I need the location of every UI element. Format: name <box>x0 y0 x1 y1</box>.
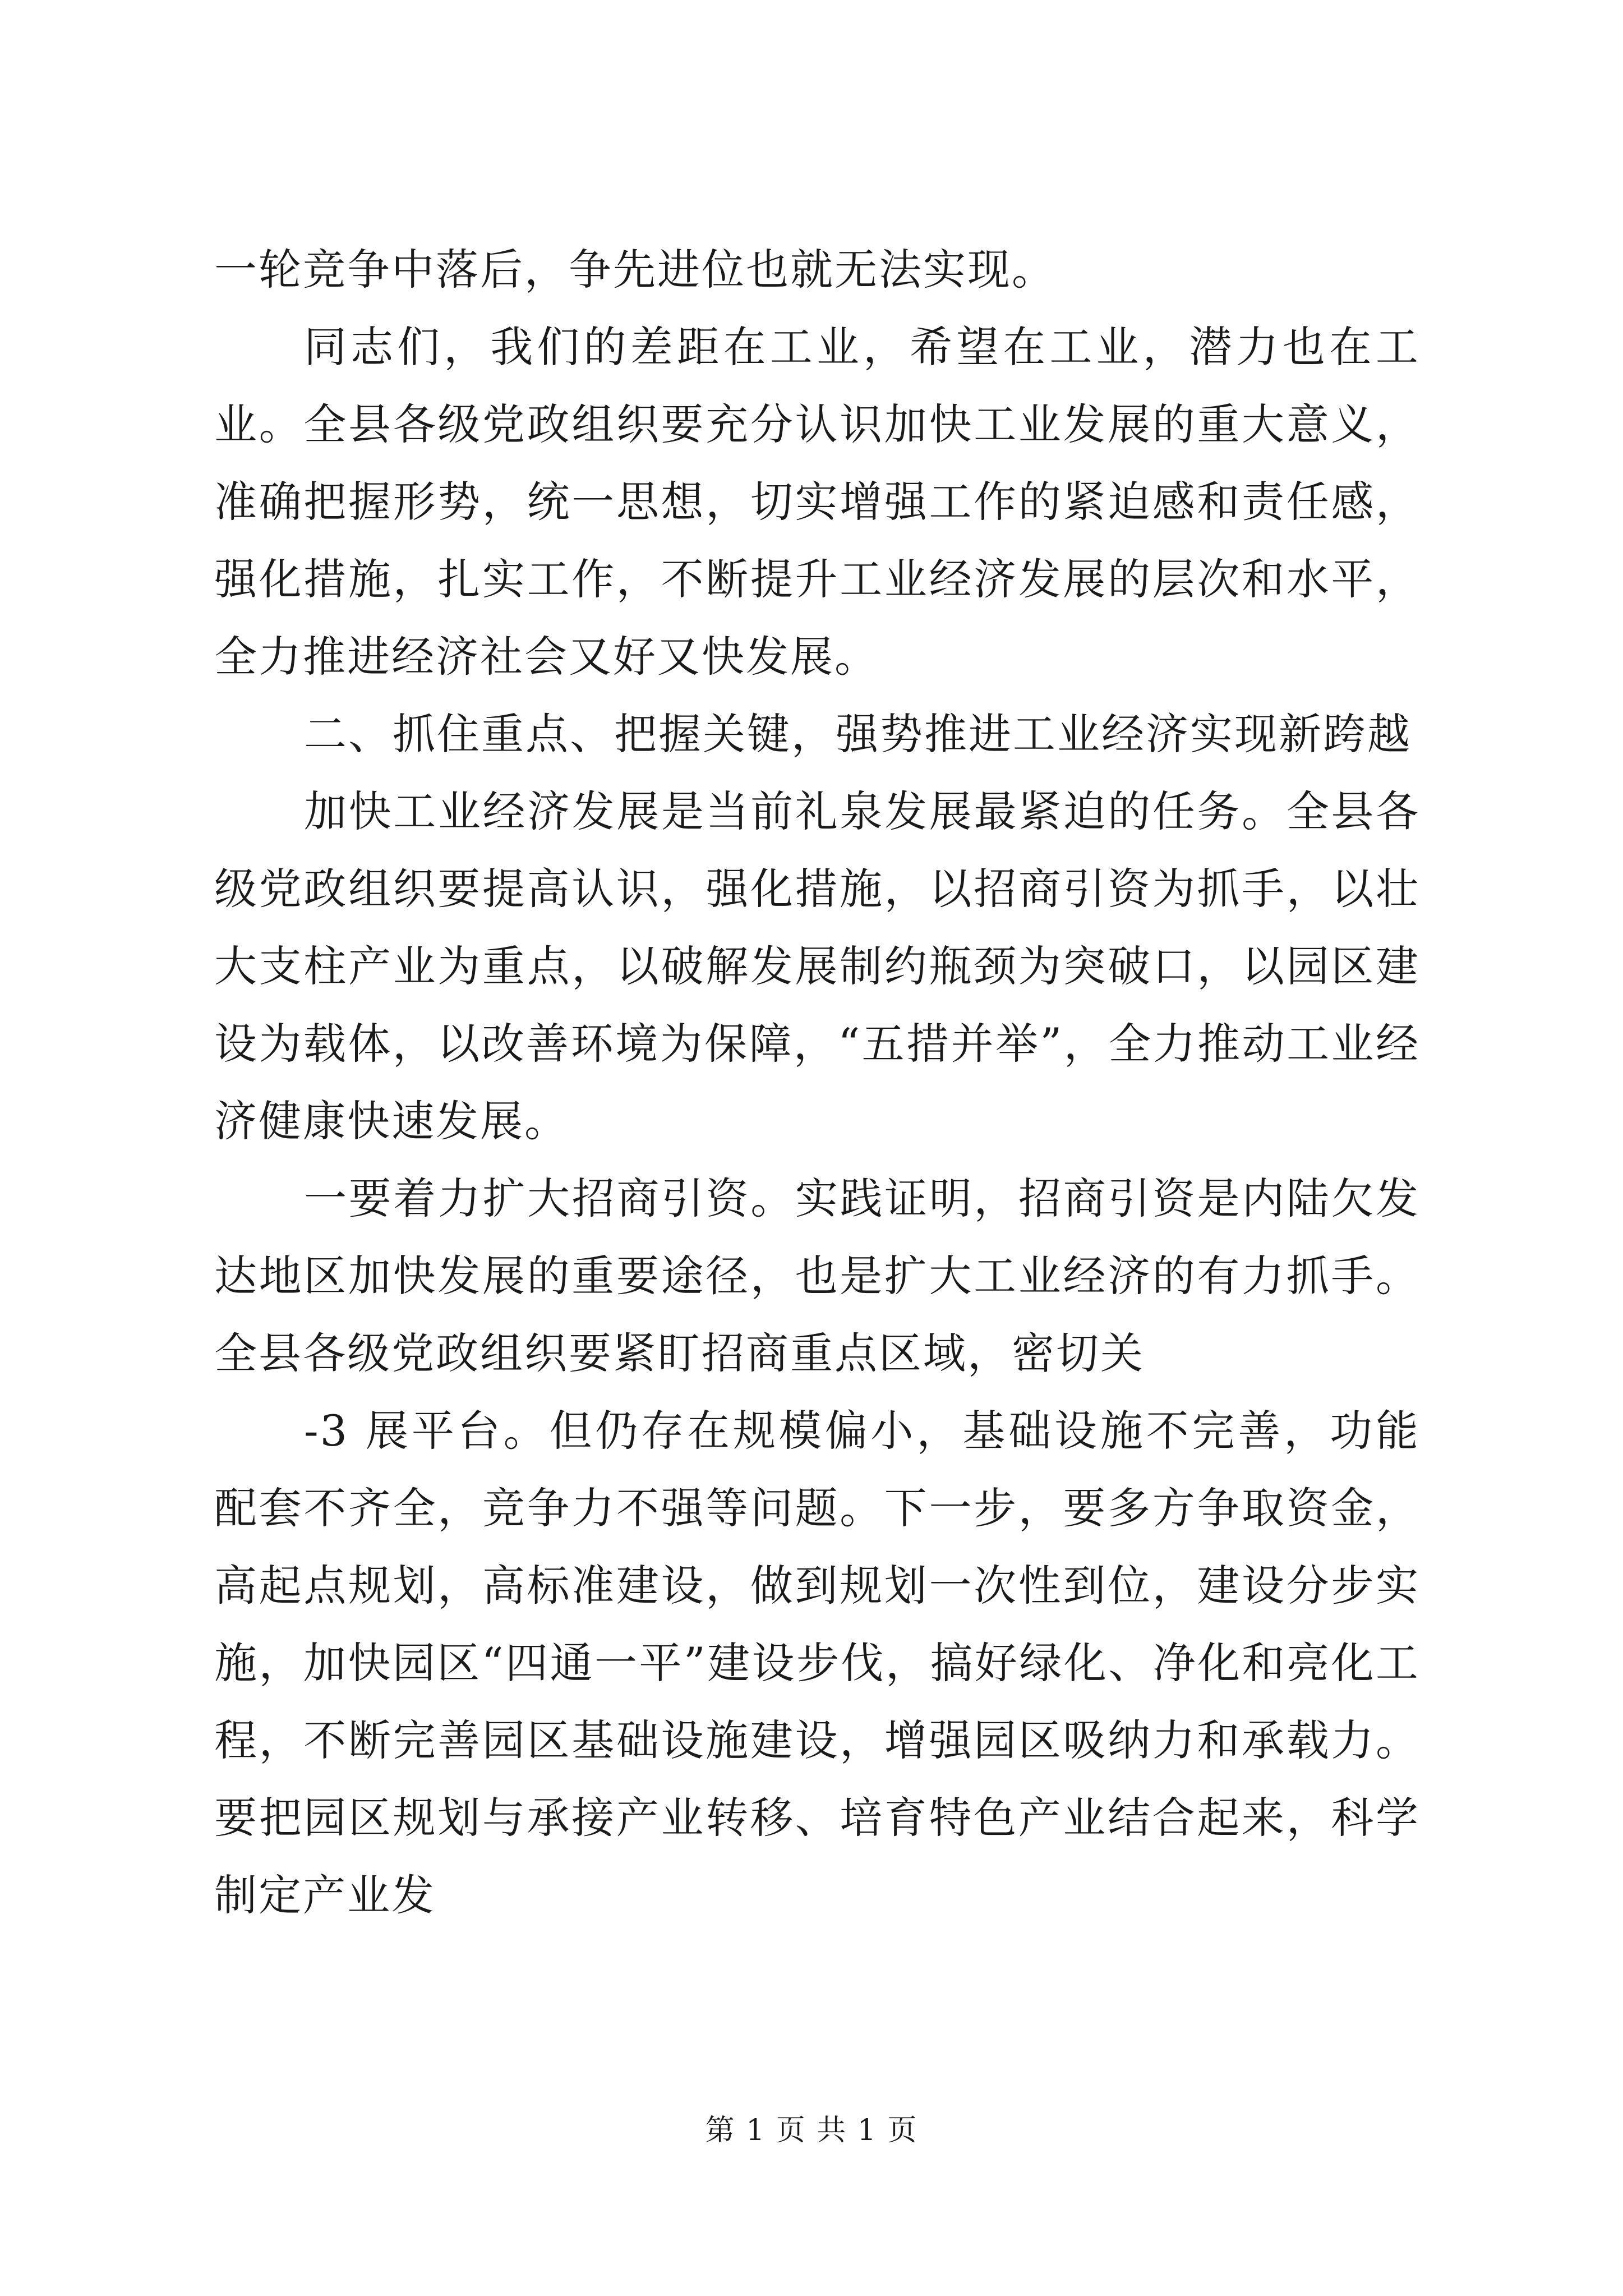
paragraph-5: -3 展平台。但仍存在规模偏小，基础设施不完善，功能配套不齐全，竞争力不强等问题。下一步，要多方争取资金，高起点规划，高标准建设，做到规划一次性到位，建设分步实施，加快园区“四通一平”建设步伐，搞好绿化、净化和亮化工程，不断完善园区基础设施建设，增强园区吸纳力和承载力。要把园区规划与承接产业转移、培育特色产业结合起来，科学制定产业发 <box>214 1406 1420 1920</box>
paragraph-1: 一轮竞争中落后，争先进位也就无法实现。 <box>214 245 1056 295</box>
section-heading: 二、抓住重点、把握关键，强势推进工业经济实现新跨越 <box>304 709 1412 759</box>
paragraph-3: 加快工业经济发展是当前礼泉发展最紧迫的任务。全县各级党政组织要提高认识，强化措施，以招商引资为抓手，以壮大支柱产业为重点，以破解发展制约瓶颈为突破口，以园区建设为载体，以改善环境为保障，“五措并举”，全力推动工业经济健康快速发展。 <box>214 786 1420 1146</box>
paragraph-2: 同志们，我们的差距在工业，希望在工业，潜力也在工业。全县各级党政组织要充分认识加快工业发展的重大意义，准确把握形势，统一思想，切实增强工作的紧迫感和责任感，强化措施，扎实工作，不断提升工业经济发展的层次和水平，全力推进经济社会又好又快发展。 <box>214 322 1420 682</box>
document-body <box>214 231 1420 1934</box>
page-footer: 第 1 页 共 1 页 <box>705 2114 918 2147</box>
paragraph-4: 一要着力扩大招商引资。实践证明，招商引资是内陆欠发达地区加快发展的重要途径，也是扩大工业经济的有力抓手。全县各级党政组织要紧盯招商重点区域，密切关 <box>214 1174 1420 1378</box>
